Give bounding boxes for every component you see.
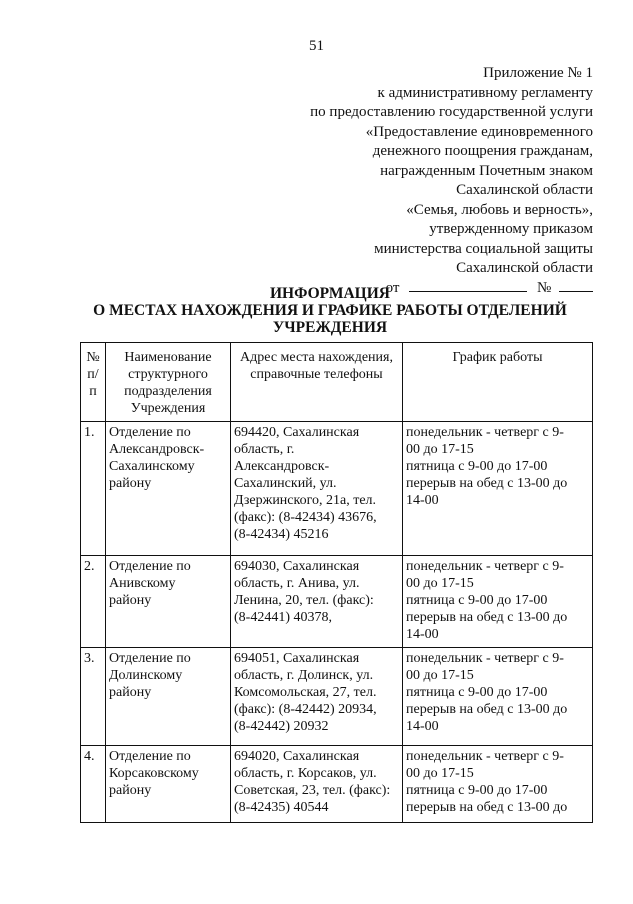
cell-text: Отделение по <box>109 559 191 574</box>
row-address <box>231 422 403 556</box>
cell-text: Александровск- <box>109 442 205 457</box>
row-address <box>231 648 403 746</box>
offices-table <box>80 342 593 823</box>
cell-text: понедельник - четверг с 9- <box>406 425 564 440</box>
cell-text: понедельник - четверг с 9- <box>406 559 564 574</box>
header-text: подразделения <box>124 384 212 399</box>
appendix-line: денежного поощрения гражданам, <box>372 143 593 159</box>
header-text: Наименование <box>124 350 212 365</box>
header-schedule <box>403 343 593 422</box>
table-row <box>81 746 593 823</box>
cell-text: 00 до 17-15 <box>406 576 474 591</box>
cell-text: 694030, Сахалинская <box>234 559 360 574</box>
appendix-line: по предоставлению государственной услуги <box>310 104 593 120</box>
cell-text: району <box>109 783 152 798</box>
title-line: УЧРЕЖДЕНИЯ <box>272 319 388 336</box>
cell-text: Корсаковскому <box>109 766 199 781</box>
cell-text: Отделение по <box>109 425 191 440</box>
header-text: справочные телефоны <box>250 367 383 382</box>
header-num <box>81 343 106 422</box>
page-number: 51 <box>309 38 324 54</box>
cell-text: Отделение по <box>109 749 191 764</box>
header-text: п/ <box>87 367 99 382</box>
cell-text: область, г. <box>234 442 295 457</box>
cell-text: Ленина, 20, тел. (факс): <box>234 593 374 608</box>
row-name <box>106 746 231 823</box>
cell-text: 14-00 <box>406 719 439 734</box>
appendix-line: «Семья, любовь и верность», <box>406 201 593 218</box>
row-schedule <box>403 648 593 746</box>
table-row <box>81 556 593 648</box>
date-prefix: от <box>385 279 400 296</box>
table-header-row <box>81 343 593 422</box>
cell-text: перерыв на обед с 13-00 до <box>406 476 568 491</box>
cell-text: Дзержинского, 21а, тел. <box>234 493 377 508</box>
cell-text: (факс): (8-42434) 43676, <box>234 510 377 525</box>
cell-text: району <box>109 593 152 608</box>
cell-text: область, г. Долинск, ул. <box>234 668 374 683</box>
header-address <box>231 343 403 422</box>
header-text: структурного <box>128 367 208 382</box>
cell-text: (8-42435) 40544 <box>234 800 329 815</box>
cell-text: пятница с 9-00 до 17-00 <box>406 783 548 798</box>
title-line: ИНФОРМАЦИЯ <box>270 285 390 302</box>
row-num: 4. <box>81 746 106 823</box>
header-name <box>106 343 231 422</box>
cell-text: (8-42434) 45216 <box>234 527 329 542</box>
number-sign: № <box>536 279 552 296</box>
table-row <box>81 648 593 746</box>
appendix-line: к административному регламенту <box>377 84 593 101</box>
cell-text: 14-00 <box>406 627 439 642</box>
cell-text: (8-42441) 40378, <box>234 610 332 625</box>
cell-text: Комсомольская, 27, тел. <box>234 685 377 700</box>
cell-text: Сахалинский, ул. <box>234 476 337 491</box>
cell-text: понедельник - четверг с 9- <box>406 651 564 666</box>
header-text: График работы <box>452 350 543 365</box>
appendix-line: Приложение № 1 <box>483 65 593 81</box>
cell-text: перерыв на обед с 13-00 до <box>406 610 568 625</box>
cell-text: 694020, Сахалинская <box>234 749 360 764</box>
cell-text: перерыв на обед с 13-00 до <box>406 702 568 717</box>
cell-text: область, г. Корсаков, ул. <box>234 766 377 781</box>
cell-text: району <box>109 476 152 491</box>
cell-text: пятница с 9-00 до 17-00 <box>406 459 548 474</box>
cell-text: Сахалинскому <box>109 459 195 474</box>
appendix-header <box>263 64 593 298</box>
cell-text: Долинскому <box>109 668 183 683</box>
document-title <box>60 285 600 336</box>
row-schedule <box>403 746 593 823</box>
row-address <box>231 556 403 648</box>
appendix-line: «Предоставление единовременного <box>365 123 593 140</box>
appendix-line: министерства социальной защиты <box>374 240 593 257</box>
row-name <box>106 648 231 746</box>
row-num: 2. <box>81 556 106 648</box>
cell-text: Александровск- <box>234 459 330 474</box>
cell-text: району <box>109 685 152 700</box>
appendix-line: утвержденному приказом <box>429 221 593 237</box>
header-text: № <box>86 350 100 365</box>
appendix-line: Сахалинской области <box>456 182 593 198</box>
cell-text: пятница с 9-00 до 17-00 <box>406 593 548 608</box>
table-row <box>81 422 593 556</box>
cell-text: понедельник - четверг с 9- <box>406 749 564 764</box>
title-line: О МЕСТАХ НАХОЖДЕНИЯ И ГРАФИКЕ РАБОТЫ ОТДЕЛЕНИЙ <box>93 302 567 319</box>
row-schedule <box>403 422 593 556</box>
row-name <box>106 422 231 556</box>
cell-text: область, г. Анива, ул. <box>234 576 360 591</box>
cell-text: 14-00 <box>406 493 439 508</box>
cell-text: 00 до 17-15 <box>406 668 474 683</box>
header-text: Учреждения <box>130 401 206 416</box>
appendix-line: награжденным Почетным знаком <box>380 162 593 179</box>
cell-text: 00 до 17-15 <box>406 442 474 457</box>
row-schedule <box>403 556 593 648</box>
row-num: 1. <box>81 422 106 556</box>
cell-text: 694420, Сахалинская <box>234 425 360 440</box>
cell-text: Советская, 23, тел. (факс): <box>234 783 391 798</box>
cell-text: перерыв на обед с 13-00 до <box>406 800 568 815</box>
cell-text: пятница с 9-00 до 17-00 <box>406 685 548 700</box>
cell-text: Отделение по <box>109 651 191 666</box>
appendix-line: Сахалинской области <box>456 260 593 276</box>
cell-text: 694051, Сахалинская <box>234 651 360 666</box>
row-name <box>106 556 231 648</box>
cell-text: Анивскому <box>109 576 176 591</box>
cell-text: 00 до 17-15 <box>406 766 474 781</box>
cell-text: (факс): (8-42442) 20934, <box>234 702 377 717</box>
row-num: 3. <box>81 648 106 746</box>
header-text: Адрес места нахождения, <box>240 350 393 365</box>
row-address <box>231 746 403 823</box>
header-text: п <box>89 384 97 399</box>
cell-text: (8-42442) 20932 <box>234 719 329 734</box>
